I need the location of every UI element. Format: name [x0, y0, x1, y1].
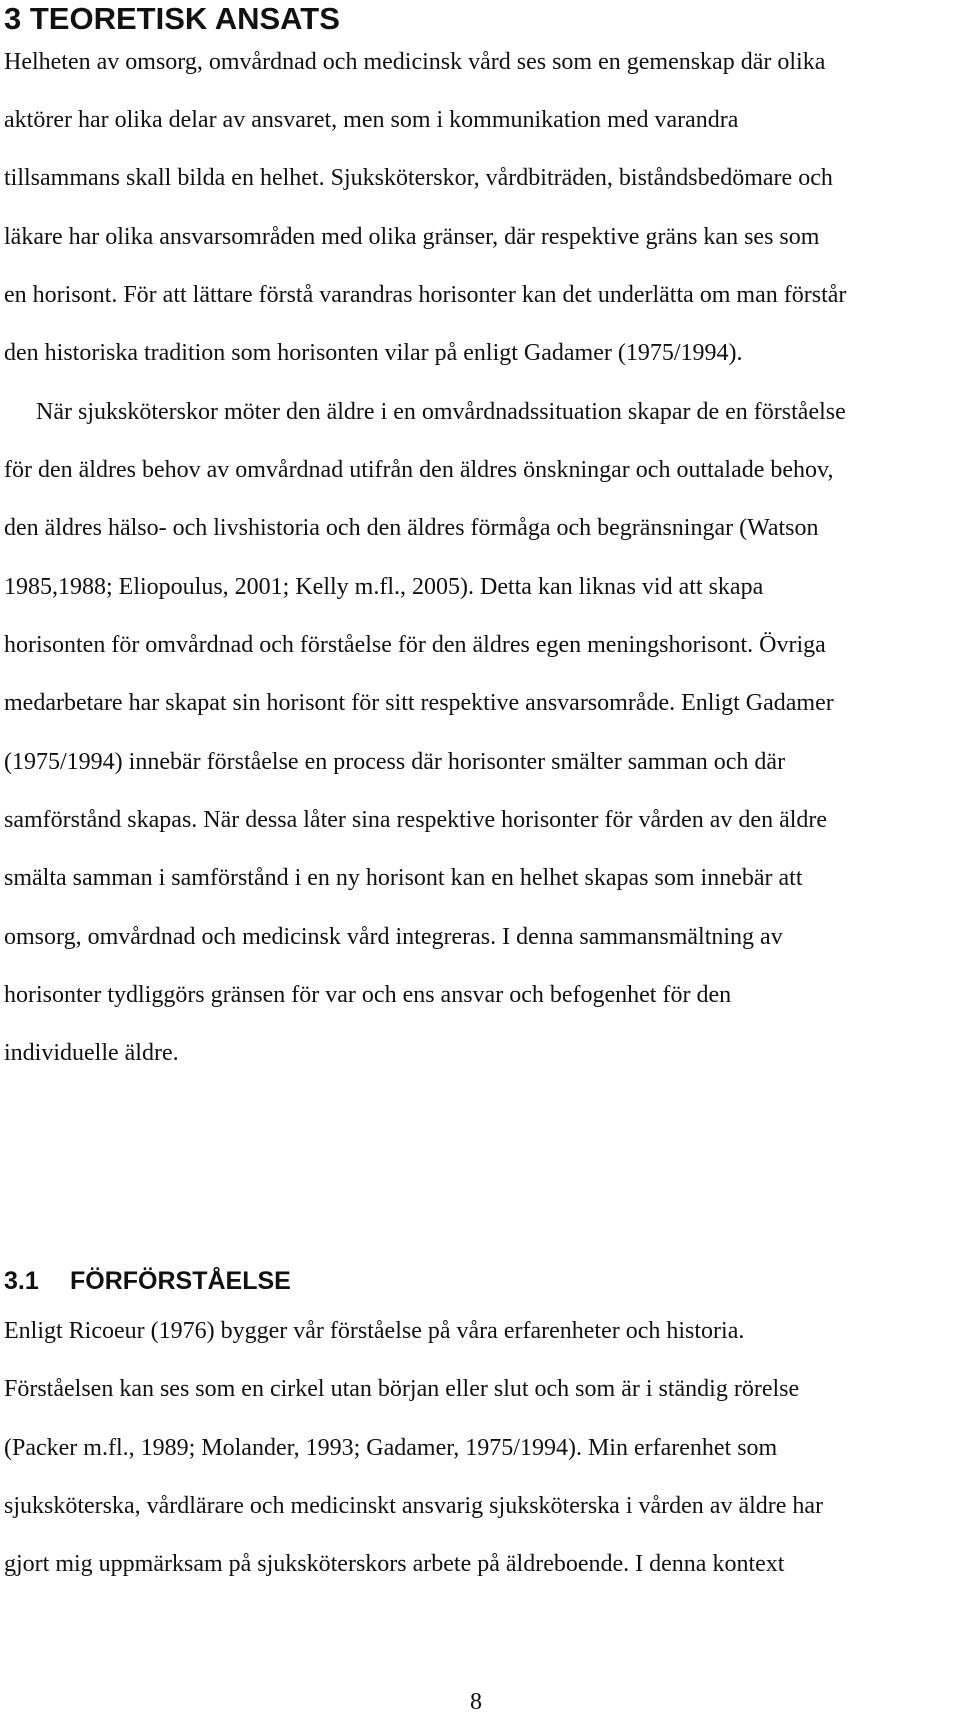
paragraph-2-line-4: 1985,1988; Eliopoulus, 2001; Kelly m.fl., 2005). Detta kan liknas vid att skapa [4, 574, 764, 600]
paragraph-1-line-6: den historiska tradition som horisonten vilar på enligt Gadamer (1975/1994). [4, 340, 743, 366]
paragraph-2-line-9: smälta samman i samförstånd i en ny horisont kan en helhet skapas som innebär att [4, 865, 803, 891]
paragraph-2-line-6: medarbetare har skapat sin horisont för sitt respektive ansvarsområde. Enligt Gadamer [4, 690, 834, 716]
subsection-title: FÖRFÖRSTÅELSE [70, 1267, 291, 1295]
subsection-number: 3.1 [4, 1267, 39, 1295]
subsection-line-3: (Packer m.fl., 1989; Molander, 1993; Gadamer, 1975/1994). Min erfarenhet som [4, 1435, 778, 1461]
subsection-heading [4, 1265, 291, 1297]
page-number: 8 [470, 1689, 482, 1715]
paragraph-1-line-1: Helheten av omsorg, omvårdnad och medicinsk vård ses som en gemenskap där olika [4, 49, 826, 75]
paragraph-2-line-10: omsorg, omvårdnad och medicinsk vård integreras. I denna sammansmältning av [4, 924, 783, 950]
paragraph-2-line-12: individuelle äldre. [4, 1040, 179, 1066]
subsection-line-2: Förståelsen kan ses som en cirkel utan början eller slut och som är i ständig rörelse [4, 1376, 800, 1402]
section-heading: 3 TEORETISK ANSATS [4, 1, 340, 36]
paragraph-2-line-8: samförstånd skapas. När dessa låter sina respektive horisonter för vården av den äldre [4, 807, 828, 833]
paragraph-2-line-1: När sjuksköterskor möter den äldre i en omvårdnadssituation skapar de en förståelse [36, 399, 846, 425]
paragraph-2-line-3: den äldres hälso- och livshistoria och den äldres förmåga och begränsningar (Watson [4, 515, 819, 541]
subsection-line-4: sjuksköterska, vårdlärare och medicinskt ansvarig sjuksköterska i vården av äldre har [4, 1493, 824, 1519]
subsection-line-5: gjort mig uppmärksam på sjuksköterskors arbete på äldreboende. I denna kontext [4, 1551, 785, 1577]
paragraph-2-line-2: för den äldres behov av omvårdnad utifrån den äldres önskningar och outtalade behov, [4, 457, 834, 483]
paragraph-2-line-11: horisonter tydliggörs gränsen för var och ens ansvar och befogenhet för den [4, 982, 732, 1008]
paragraph-1-line-3: tillsammans skall bilda en helhet. Sjuksköterskor, vårdbiträden, biståndsbedömare och [4, 165, 833, 191]
paragraph-2-line-5: horisonten för omvårdnad och förståelse för den äldres egen meningshorisont. Övriga [4, 632, 826, 658]
subsection-line-1: Enligt Ricoeur (1976) bygger vår förståelse på våra erfarenheter och historia. [4, 1318, 745, 1344]
paragraph-1-line-2: aktörer har olika delar av ansvaret, men som i kommunikation med varandra [4, 107, 739, 133]
paragraph-1-line-4: läkare har olika ansvarsområden med olika gränser, där respektive gräns kan ses som [4, 224, 820, 250]
paragraph-1-line-5: en horisont. För att lättare förstå varandras horisonter kan det underlätta om man förstår [4, 282, 847, 308]
paragraph-2-line-7: (1975/1994) innebär förståelse en process där horisonter smälter samman och där [4, 749, 786, 775]
